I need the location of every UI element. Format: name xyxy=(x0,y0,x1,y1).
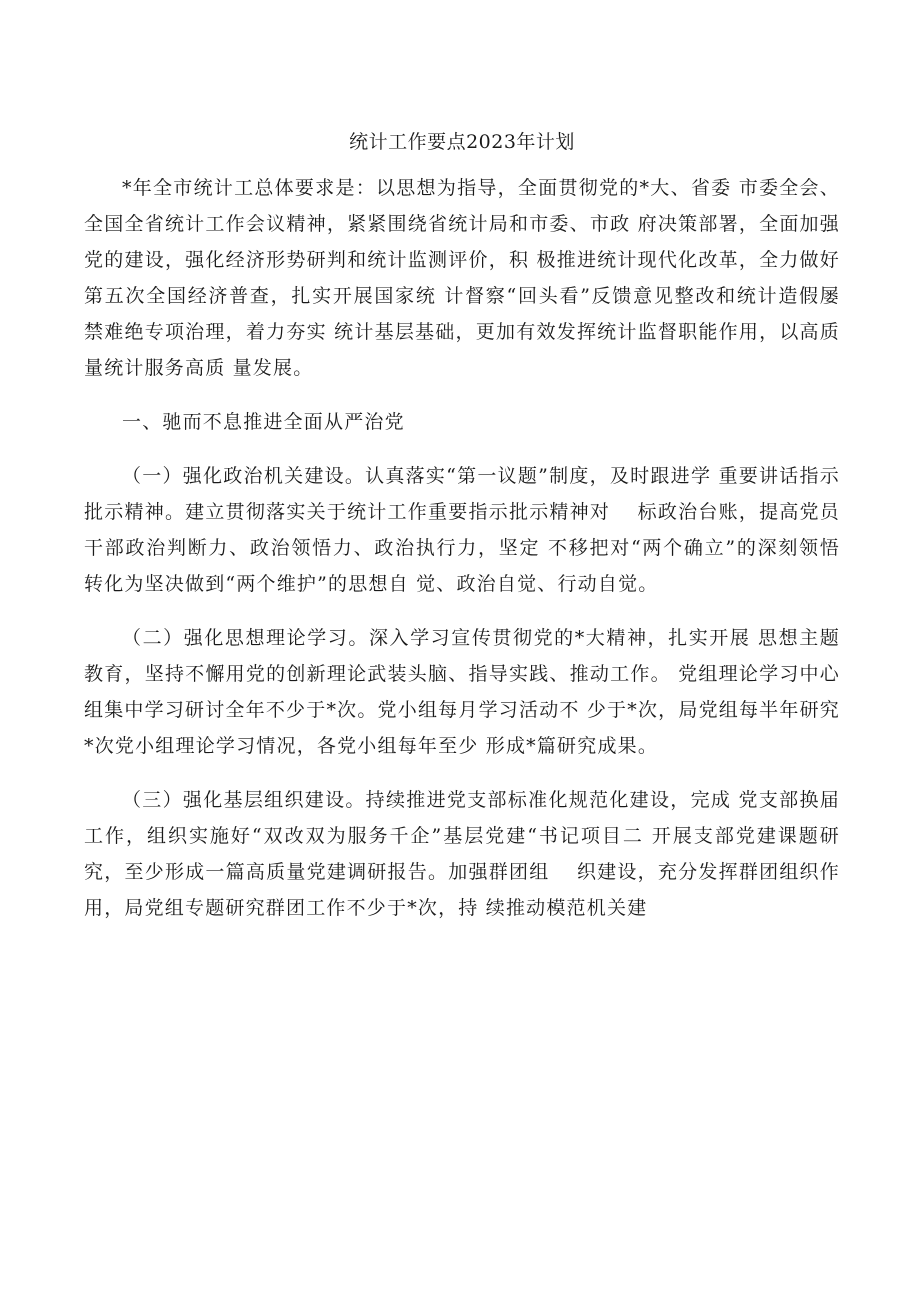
intro-paragraph: *年全市统计工总体要求是：以思想为指导，全面贯彻党的*大、省委 市委全会、全国全省统计工作会议精神，紧紧围绕省统计局和市委、市政 府决策部署，全面加强党的建设，强化经济形势研判和统计监测评价，积 极推进统计现代化改革，全力做好第五次全国经济普查，扎实开展国家统 计督察“回头看”反馈意见整改和统计造假屡禁难绝专项治理，着力夯实 统计基层基础，更加有效发挥统计监督职能作用，以高质量统计服务高质 量发展。 xyxy=(84,177,840,379)
document-title: 统计工作要点2023年计划 xyxy=(349,131,575,153)
item-paragraph-1: （一）强化政治机关建设。认真落实“第一议题”制度，及时跟进学 重要讲话指示批示精神。建立贯彻落实关于统计工作重要指示批示精神对 标政治台账，提高党员干部政治判断力、政治领悟力、政治执行力，坚定 不移把对“两个确立”的深刻领悟转化为坚决做到“两个维护”的思想自 觉、政治自觉、行动自觉。 xyxy=(84,465,840,595)
item-paragraph-3: （三）强化基层组织建设。持续推进党支部标准化规范化建设，完成 党支部换届工作，组织实施好“双改双为服务千企”基层党建“书记项目二 开展支部党建课题研究，至少形成一篇高质量党建调研报告。加强群团组 织建设，充分发挥群团组织作用，局党组专题研究群团工作不少于*次，持 续推动模范机关建 xyxy=(84,789,840,919)
item-paragraph-2: （二）强化思想理论学习。深入学习宣传贯彻党的*大精神，扎实开展 思想主题教育，坚持不懈用党的创新理论武装头脑、指导实践、推动工作。 党组理论学习中心组集中学习研讨全年不少于*次。党小组每月学习活动不 少于*次，局党组每半年研究*次党小组理论学习情况，各党小组每年至少 形成*篇研究成果。 xyxy=(84,627,840,757)
section-heading-1: 一、驰而不息推进全面从严治党 xyxy=(122,411,405,433)
